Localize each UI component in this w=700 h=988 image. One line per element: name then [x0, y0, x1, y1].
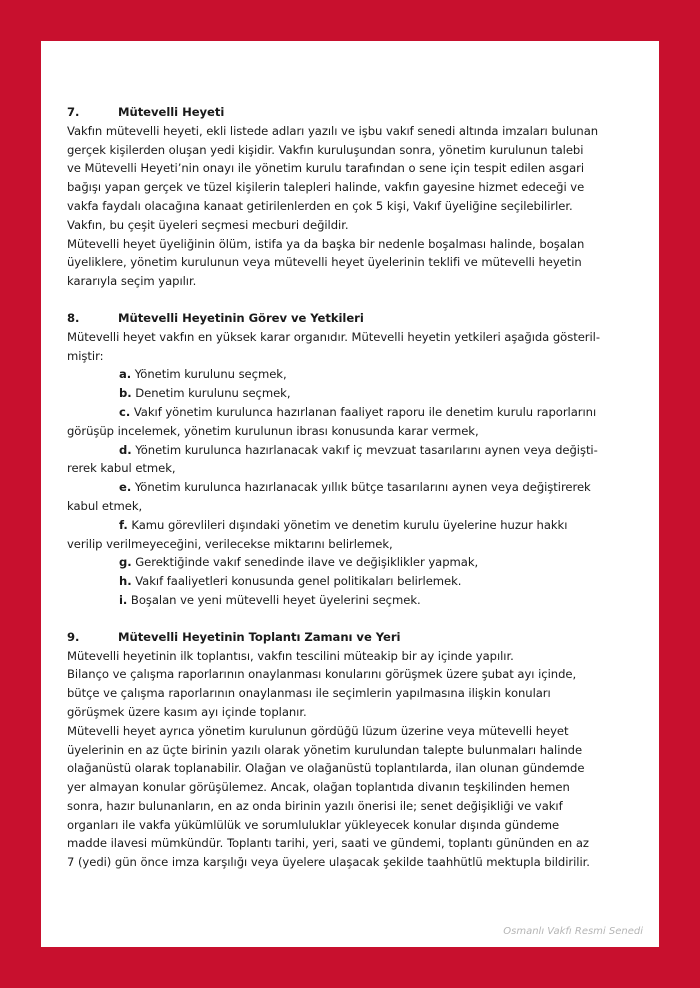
paragraph-line: Vakfın mütevelli heyeti, ekli listede adları yazılı ve işbu vakıf senedi altında imzaları bulunan: [67, 123, 599, 138]
list-item-letter: e.: [119, 480, 132, 495]
paragraph-line: organları ile vakfa yükümlülük ve sorumluluklar yükleyecek konular dışında gündeme: [67, 817, 560, 832]
list-item: [67, 365, 639, 384]
paragraph-line: olağanüstü olarak toplanabilir. Olağan ve olağanüstü toplantılarda, ilan olunan gündemde: [67, 761, 585, 776]
paragraph-line: kararıyla seçim yapılır.: [67, 274, 197, 289]
document-body: [67, 103, 639, 872]
paragraph-line: bağışı yapan gerçek ve tüzel kişilerin talepleri halinde, vakfın gayesine hizmet edeceği ve: [67, 180, 585, 195]
list-item-text: Yönetim kurulunca hazırlanacak vakıf iç mevzuat tasarılarını aynen veya değişti-: [135, 442, 598, 457]
section-heading: [67, 309, 639, 328]
paragraph-line: gerçek kişilerden oluşan yedi kişidir. Vakfın kuruluşundan sonra, yönetim kurulunun talebi: [67, 142, 584, 157]
paragraph-line: Mütevelli heyet ayrıca yönetim kurulunun gördüğü lüzum üzerine veya mütevelli heyet: [67, 723, 569, 738]
paragraph-line: Bilanço ve çalışma raporlarının onaylanması konularını görüşmek üzere şubat ayı içinde,: [67, 667, 577, 682]
section-number: 7.: [67, 105, 80, 119]
list-item: [67, 478, 639, 497]
list-item: [67, 403, 639, 422]
paragraph-line: Mütevelli heyet vakfın en yüksek karar organıdır. Mütevelli heyetin yetkileri aşağıda gösteril-: [67, 329, 600, 344]
paragraph-line: üyeliklere, yönetim kurulunun veya mütevelli heyet üyelerinin teklifi ve mütevelli heyetin: [67, 255, 582, 270]
section-title: Mütevelli Heyetinin Görev ve Yetkileri: [118, 310, 364, 325]
paragraph-line: Vakfın, bu çeşit üyeleri seçmesi mecburi değildir.: [67, 217, 349, 232]
section-7: [67, 103, 639, 291]
list-item-text: Denetim kurulunu seçmek,: [135, 386, 291, 401]
section-title: Mütevelli Heyetinin Toplantı Zamanı ve Yeri: [118, 629, 401, 644]
list-item: [67, 553, 639, 572]
list-item-continuation: görüşüp incelemek, yönetim kurulunun ibrası konusunda karar vermek,: [67, 423, 479, 438]
list-item-continuation: verilip verilmeyeceğini, verilecekse miktarını belirlemek,: [67, 536, 393, 551]
list-item: [67, 516, 639, 535]
paragraph-line: Mütevelli heyetinin ilk toplantısı, vakfın tescilini müteakip bir ay içinde yapılır.: [67, 648, 514, 663]
list-item-text: Yönetim kurulunu seçmek,: [134, 367, 287, 382]
list-item-letter: h.: [119, 574, 132, 589]
list-item-letter: a.: [119, 367, 132, 382]
paragraph-line: yer almayan konular görüşülemez. Ancak, olağan toplantıda divanın teşkilinden hemen: [67, 780, 570, 795]
paragraph-line: sonra, hazır bulunanların, en az onda birinin yazılı önerisi ile; senet değişikliği ve vakıf: [67, 798, 563, 813]
list-item-letter: b.: [119, 386, 132, 401]
paragraph-line: Mütevelli heyet üyeliğinin ölüm, istifa ya da başka bir nedenle boşalması halinde, boşalan: [67, 236, 585, 251]
section-heading: [67, 103, 639, 122]
paragraph-line: madde ilavesi mümkündür. Toplantı tarihi, yeri, saati ve gündemi, toplantı gününden en az: [67, 836, 589, 851]
document-page: [41, 41, 659, 947]
list-item: [67, 384, 639, 403]
list-item: [67, 591, 639, 610]
list-item-letter: i.: [119, 592, 128, 607]
list-item-text: Yönetim kurulunca hazırlanacak yıllık bütçe tasarılarını aynen veya değiştirerek: [134, 480, 591, 495]
list-item-continuation: rerek kabul etmek,: [67, 461, 176, 476]
section-title: Mütevelli Heyeti: [118, 105, 225, 119]
paragraph-line: üyelerinin en az üçte birinin yazılı olarak yönetim kurulundan talepte bulunmaları halinde: [67, 742, 583, 757]
list-item-continuation: kabul etmek,: [67, 498, 143, 513]
section-8: [67, 309, 639, 610]
list-item: [67, 441, 639, 460]
section-number: 9.: [67, 629, 80, 644]
paragraph-line: miştir:: [67, 348, 104, 363]
list-item-letter: g.: [119, 555, 132, 570]
list-item-text: Vakıf yönetim kurulunca hazırlanan faaliyet raporu ile denetim kurulu raporlarını: [133, 404, 597, 419]
list-item: [67, 572, 639, 591]
footer-caption: Osmanlı Vakfı Resmi Senedi: [503, 926, 643, 937]
section-heading: [67, 628, 639, 647]
list-item-letter: c.: [119, 404, 131, 419]
section-number: 8.: [67, 310, 80, 325]
list-item-text: Boşalan ve yeni mütevelli heyet üyelerini seçmek.: [130, 592, 421, 607]
paragraph-line: vakfa faydalı olacağına kanaat getirilenlerden en çok 5 kişi, Vakıf üyeliğine seçilebilirler.: [67, 198, 573, 213]
list-item-text: Vakıf faaliyetleri konusunda genel politikaları belirlemek.: [135, 574, 462, 589]
paragraph-line: bütçe ve çalışma raporlarının onaylanması ile seçimlerin yapılmasına ilişkin konuları: [67, 686, 551, 701]
list-item-letter: d.: [119, 442, 132, 457]
section-9: [67, 628, 639, 872]
paragraph-line: 7 (yedi) gün önce imza karşılığı veya üyelere ulaşacak şekilde taahhütlü mektupla bildirilir.: [67, 855, 590, 870]
list-item-letter: f.: [119, 517, 128, 532]
list-item-text: Kamu görevlileri dışındaki yönetim ve denetim kurulu üyelerine huzur hakkı: [131, 517, 568, 532]
paragraph-line: ve Mütevelli Heyeti’nin onayı ile yönetim kurulu tarafından o sene için tespit edilen asgari: [67, 161, 585, 176]
list-item-text: Gerektiğinde vakıf senedinde ilave ve değişiklikler yapmak,: [135, 555, 479, 570]
paragraph-line: görüşmek üzere kasım ayı içinde toplanır.: [67, 704, 307, 719]
